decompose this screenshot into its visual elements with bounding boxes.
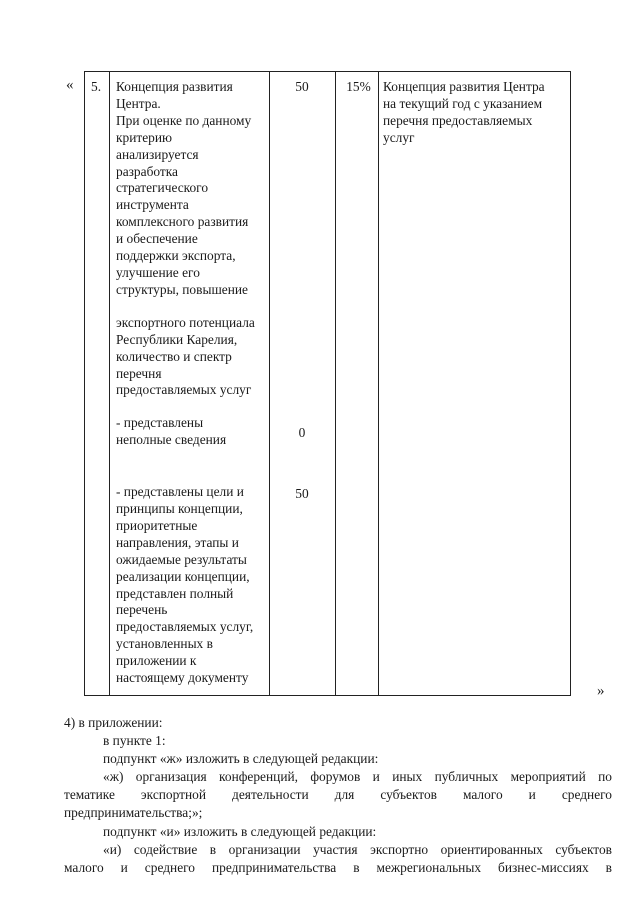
supporting-document <box>383 79 567 147</box>
points-max: 50 <box>295 79 309 94</box>
criterion-line: перечня <box>116 365 162 381</box>
criterion-option-full: ожидаемые результаты <box>116 551 247 567</box>
criterion-line: предоставляемых услуг <box>116 382 252 398</box>
document-line: на текущий год с указанием <box>383 95 543 111</box>
item-4-heading: 4) в приложении: <box>64 715 163 730</box>
criterion-line: Республики Карелия, <box>116 331 238 347</box>
subclause-zh-text: «ж) организация конференций, форумов и иных публичных мероприятий по <box>103 769 612 785</box>
criterion-line: поддержки экспорта, <box>116 248 236 264</box>
subclause-i-intro: подпункт «и» изложить в следующей редакции: <box>103 823 377 839</box>
criterion-line: инструмента <box>116 197 189 213</box>
criterion-line: и обеспечение <box>116 231 198 247</box>
criterion-description <box>116 79 266 687</box>
document-line: услуг <box>383 129 415 145</box>
criterion-option-full: предоставляемых услуг, <box>116 619 254 635</box>
criterion-line: стратегического <box>116 180 209 196</box>
subclause-zh-text: предпринимательства;»; <box>64 805 203 821</box>
criterion-option-full: принципы концепции, <box>116 501 243 517</box>
clause-1-heading: в пункте 1: <box>103 733 166 749</box>
criterion-line: структуры, повышение <box>116 281 248 297</box>
criteria-table <box>84 71 571 696</box>
criterion-option-full: реализации концепции, <box>116 568 250 584</box>
criterion-option-full: настоящему документу <box>116 670 249 686</box>
column-divider <box>335 72 336 695</box>
criterion-line: Центра. <box>116 95 161 111</box>
criterion-option-full: - представлены цели и <box>116 484 244 500</box>
closing-quote: » <box>597 683 605 699</box>
criterion-line: комплексного развития <box>116 214 249 230</box>
document-line: Концепция развития Центра <box>383 79 545 94</box>
criterion-line: При оценке по данному <box>116 112 252 128</box>
subclause-i-text: малого и среднего предпринимательства в межрегиональных бизнес-миссиях в <box>64 859 612 875</box>
row-number: 5. <box>91 79 102 94</box>
criterion-option-incomplete: неполные сведения <box>116 432 227 448</box>
column-divider <box>378 72 379 695</box>
opening-quote: « <box>66 77 74 93</box>
column-divider <box>269 72 270 695</box>
criterion-option-full: перечень <box>116 602 168 618</box>
criterion-line: разработка <box>116 163 178 179</box>
criterion-line: анализируется <box>116 146 199 162</box>
subclause-i-text: «и) содействие в организации участия экспортно ориентированных субъектов <box>103 841 612 857</box>
criterion-option-full: приоритетные <box>116 517 198 533</box>
criterion-option-full: приложении к <box>116 653 197 669</box>
points-incomplete: 0 <box>298 425 306 440</box>
criterion-option-full: установленных в <box>116 636 213 652</box>
criterion-line: экспортного потенциала <box>116 314 255 330</box>
criterion-line: Концепция развития <box>116 79 233 94</box>
criterion-line: критерию <box>116 129 173 145</box>
criterion-option-full: направления, этапы и <box>116 534 239 550</box>
criterion-option-incomplete: - представлены <box>116 415 204 431</box>
points-full: 50 <box>295 486 309 501</box>
subclause-zh-text: тематике экспортной деятельности для субъектов малого и среднего <box>64 787 612 803</box>
subclause-zh-intro: подпункт «ж» изложить в следующей редакции: <box>103 751 379 767</box>
criterion-line: улучшение его <box>116 264 200 280</box>
document-line: перечня предоставляемых <box>383 112 533 128</box>
criterion-line: количество и спектр <box>116 348 232 364</box>
amendment-text <box>0 714 640 877</box>
criterion-option-full: представлен полный <box>116 585 234 601</box>
column-divider <box>109 72 110 695</box>
criterion-weight: 15% <box>346 79 371 94</box>
